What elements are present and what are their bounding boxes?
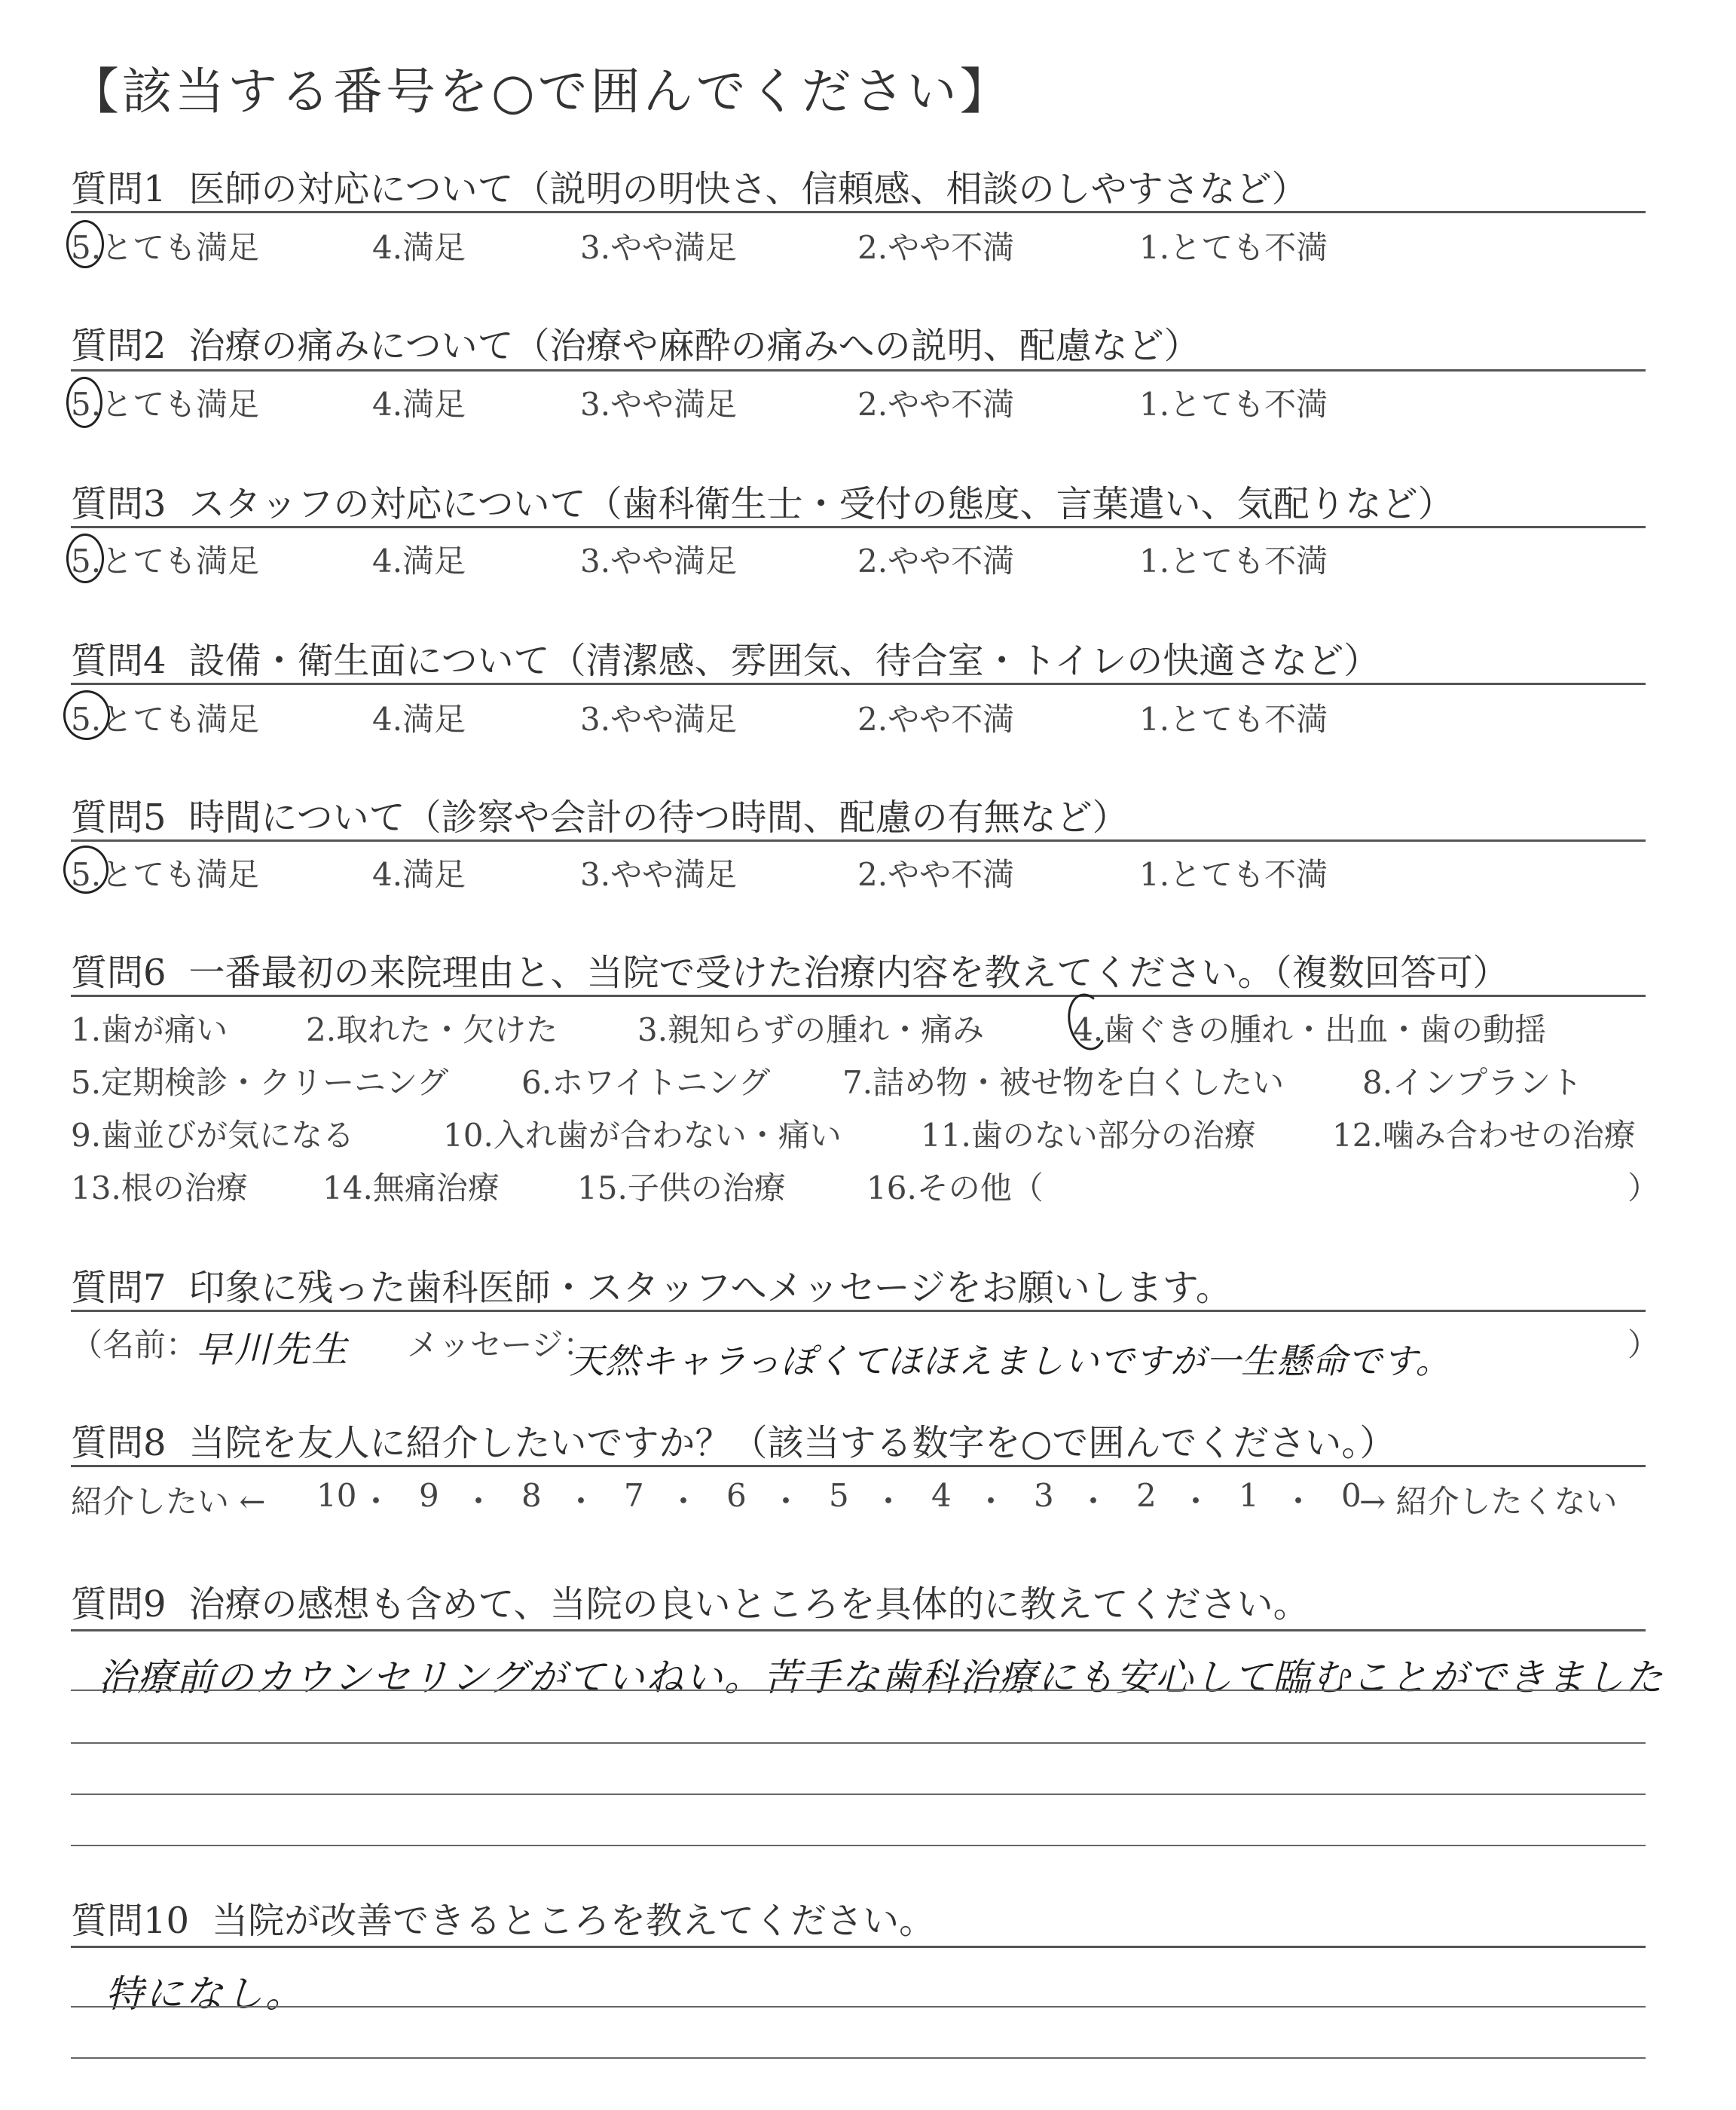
selection-circle bbox=[66, 220, 104, 268]
question-text: 治療の感想も含めて、当院の良いところを具体的に教えてください。 bbox=[188, 1583, 1310, 1625]
question-text: 治療の痛みについて（治療や麻酔の痛みへの説明、配慮など） bbox=[188, 325, 1200, 367]
option-5[interactable]: 5.とても満足 bbox=[71, 543, 260, 579]
divider bbox=[71, 1465, 1646, 1467]
question-number: 質問6 bbox=[71, 952, 167, 994]
scale-separator: ・ bbox=[975, 1483, 1007, 1520]
divider bbox=[71, 1310, 1646, 1312]
scale-separator: ・ bbox=[360, 1483, 393, 1520]
option-q6-13[interactable]: 13.根の治療 bbox=[71, 1170, 248, 1206]
scale-value[interactable]: 0 bbox=[1341, 1477, 1362, 1514]
question-number: 質問9 bbox=[71, 1583, 167, 1625]
divider bbox=[71, 369, 1646, 372]
question-text: 当院を友人に紹介したいですか？（該当する数字を○で囲んでください。） bbox=[188, 1422, 1396, 1464]
option-q6-7[interactable]: 7.詰め物・被せ物を白くしたい bbox=[842, 1064, 1285, 1101]
option-q6-8[interactable]: 8.インプラント bbox=[1362, 1064, 1583, 1101]
option-5[interactable]: 5.とても満足 bbox=[71, 229, 260, 266]
question-7 bbox=[71, 1258, 1232, 1310]
scale-left-label: 紹介したい ← bbox=[71, 1483, 266, 1520]
improvement-answer[interactable]: 特になし。 bbox=[105, 1972, 305, 2016]
option-5[interactable]: 5.とても満足 bbox=[71, 701, 260, 738]
answer-line bbox=[71, 1845, 1646, 1846]
good-points-answer[interactable]: 治療前のカウンセリングがていねい。苦手な歯科治療にも安心して臨むことができました bbox=[98, 1656, 1664, 1699]
close-paren: ） bbox=[1628, 1326, 1660, 1363]
option-q6-2[interactable]: 2.取れた・欠けた bbox=[306, 1011, 558, 1048]
option-1[interactable]: 1.とても不満 bbox=[1139, 229, 1328, 266]
question-number: 質問2 bbox=[71, 325, 167, 367]
divider bbox=[71, 1946, 1646, 1948]
answer-line bbox=[71, 2057, 1646, 2059]
question-number: 質問10 bbox=[71, 1900, 190, 1942]
scale-value[interactable]: 10 bbox=[316, 1477, 357, 1514]
name-label: （名前： bbox=[71, 1326, 198, 1363]
divider bbox=[71, 683, 1646, 685]
option-q6-4[interactable]: 4.歯ぐきの腫れ・出血・歯の動揺 bbox=[1073, 1011, 1547, 1048]
option-1[interactable]: 1.とても不満 bbox=[1139, 701, 1328, 738]
question-10 bbox=[71, 1891, 935, 1943]
scale-value[interactable]: 1 bbox=[1239, 1477, 1259, 1514]
option-3[interactable]: 3.やや満足 bbox=[580, 386, 738, 423]
option-2[interactable]: 2.やや不満 bbox=[857, 229, 1015, 266]
option-q6-14[interactable]: 14.無痛治療 bbox=[322, 1170, 500, 1206]
question-3 bbox=[71, 475, 1454, 527]
message-answer[interactable]: 天然キャラっぽくてほほえましいですが一生懸命です。 bbox=[570, 1341, 1451, 1381]
scale-separator: ・ bbox=[873, 1483, 905, 1520]
option-q6-12[interactable]: 12.噛み合わせの治療 bbox=[1332, 1117, 1636, 1154]
scale-right-label: → 紹介したくない bbox=[1359, 1483, 1618, 1520]
name-answer[interactable]: 早川先生 bbox=[196, 1329, 350, 1371]
close-paren: ） bbox=[1628, 1170, 1660, 1206]
scale-separator: ・ bbox=[1282, 1483, 1315, 1520]
question-text: スタッフの対応について（歯科衛生士・受付の態度、言葉遣い、気配りなど） bbox=[188, 483, 1454, 525]
divider bbox=[71, 839, 1646, 842]
question-text: 当院が改善できるところを教えてください。 bbox=[212, 1900, 936, 1942]
option-3[interactable]: 3.やや満足 bbox=[580, 856, 738, 893]
question-number: 質問4 bbox=[71, 640, 167, 682]
option-4[interactable]: 4.満足 bbox=[372, 701, 466, 738]
scale-value[interactable]: 9 bbox=[419, 1477, 439, 1514]
option-4[interactable]: 4.満足 bbox=[372, 543, 466, 579]
divider bbox=[71, 211, 1646, 213]
scale-value[interactable]: 4 bbox=[931, 1477, 952, 1514]
option-5[interactable]: 5.とても満足 bbox=[71, 856, 260, 893]
option-2[interactable]: 2.やや不満 bbox=[857, 701, 1015, 738]
answer-line bbox=[71, 1794, 1646, 1795]
option-2[interactable]: 2.やや不満 bbox=[857, 856, 1015, 893]
answer-line bbox=[71, 2006, 1646, 2008]
question-text: 印象に残った歯科医師・スタッフへメッセージをお願いします。 bbox=[188, 1267, 1232, 1309]
option-1[interactable]: 1.とても不満 bbox=[1139, 856, 1328, 893]
question-6 bbox=[71, 943, 1509, 995]
scale-value[interactable]: 2 bbox=[1136, 1477, 1157, 1514]
option-4[interactable]: 4.満足 bbox=[372, 856, 466, 893]
question-8 bbox=[71, 1414, 1395, 1466]
selection-circle bbox=[66, 377, 102, 428]
selection-circle bbox=[66, 534, 104, 583]
question-text: 医師の対応について（説明の明快さ、信頼感、相談のしやすさなど） bbox=[188, 168, 1308, 210]
message-label: メッセージ： bbox=[407, 1326, 595, 1363]
option-3[interactable]: 3.やや満足 bbox=[580, 701, 738, 738]
option-q6-5[interactable]: 5.定期検診・クリーニング bbox=[71, 1064, 449, 1101]
option-q6-15[interactable]: 15.子供の治療 bbox=[577, 1170, 786, 1206]
divider bbox=[71, 995, 1646, 997]
scale-separator: ・ bbox=[1180, 1483, 1212, 1520]
scale-separator: ・ bbox=[1077, 1483, 1110, 1520]
selection-circle bbox=[63, 846, 108, 894]
answer-line bbox=[71, 1742, 1646, 1744]
option-5[interactable]: 5.とても満足 bbox=[71, 386, 260, 423]
question-number: 質問3 bbox=[71, 483, 167, 525]
option-3[interactable]: 3.やや満足 bbox=[580, 229, 738, 266]
question-number: 質問7 bbox=[71, 1267, 167, 1309]
question-2 bbox=[71, 316, 1200, 368]
scale-separator: ・ bbox=[770, 1483, 802, 1520]
option-q6-9[interactable]: 9.歯並びが気になる bbox=[71, 1117, 355, 1154]
question-9 bbox=[71, 1575, 1310, 1627]
page-title: 【該当する番号を○で囲んでください】 bbox=[69, 63, 1013, 121]
option-2[interactable]: 2.やや不満 bbox=[857, 543, 1015, 579]
scale-value[interactable]: 3 bbox=[1034, 1477, 1054, 1514]
selection-circle bbox=[63, 690, 110, 740]
option-q6-11[interactable]: 11.歯のない部分の治療 bbox=[921, 1117, 1256, 1154]
question-number: 質問1 bbox=[71, 168, 167, 210]
divider bbox=[71, 1629, 1646, 1631]
option-q6-6[interactable]: 6.ホワイトニング bbox=[521, 1064, 771, 1101]
option-q6-1[interactable]: 1.歯が痛い bbox=[71, 1011, 228, 1048]
option-q6-10[interactable]: 10.入れ歯が合わない・痛い bbox=[443, 1117, 842, 1154]
question-text: 設備・衛生面について（清潔感、雰囲気、待合室・トイレの快適さなど） bbox=[188, 640, 1380, 682]
option-1[interactable]: 1.とても不満 bbox=[1139, 386, 1328, 423]
scale-value[interactable]: 8 bbox=[521, 1477, 542, 1514]
answer-line bbox=[71, 1690, 1646, 1691]
option-1[interactable]: 1.とても不満 bbox=[1139, 543, 1328, 579]
question-4 bbox=[71, 631, 1380, 683]
option-4[interactable]: 4.満足 bbox=[372, 386, 466, 423]
divider bbox=[71, 526, 1646, 528]
question-text: 時間について（診察や会計の待つ時間、配慮の有無など） bbox=[188, 797, 1129, 839]
question-1 bbox=[71, 160, 1308, 212]
scale-value[interactable]: 7 bbox=[624, 1477, 644, 1514]
question-text: 一番最初の来院理由と、当院で受けた治療内容を教えてください。（複数回答可） bbox=[188, 952, 1509, 994]
question-5 bbox=[71, 788, 1129, 840]
question-number: 質問8 bbox=[71, 1422, 167, 1464]
option-q6-3[interactable]: 3.親知らずの腫れ・痛み bbox=[637, 1011, 985, 1048]
recommend-scale bbox=[316, 1477, 1362, 1520]
option-4[interactable]: 4.満足 bbox=[372, 229, 466, 266]
scale-separator: ・ bbox=[565, 1483, 598, 1520]
scale-value[interactable]: 6 bbox=[726, 1477, 747, 1514]
scale-separator: ・ bbox=[463, 1483, 495, 1520]
scale-value[interactable]: 5 bbox=[829, 1477, 849, 1514]
option-q6-16[interactable]: 16.その他（ bbox=[866, 1170, 1044, 1206]
option-3[interactable]: 3.やや満足 bbox=[580, 543, 738, 579]
question-number: 質問5 bbox=[71, 797, 167, 839]
scale-separator: ・ bbox=[668, 1483, 700, 1520]
option-2[interactable]: 2.やや不満 bbox=[857, 386, 1015, 423]
